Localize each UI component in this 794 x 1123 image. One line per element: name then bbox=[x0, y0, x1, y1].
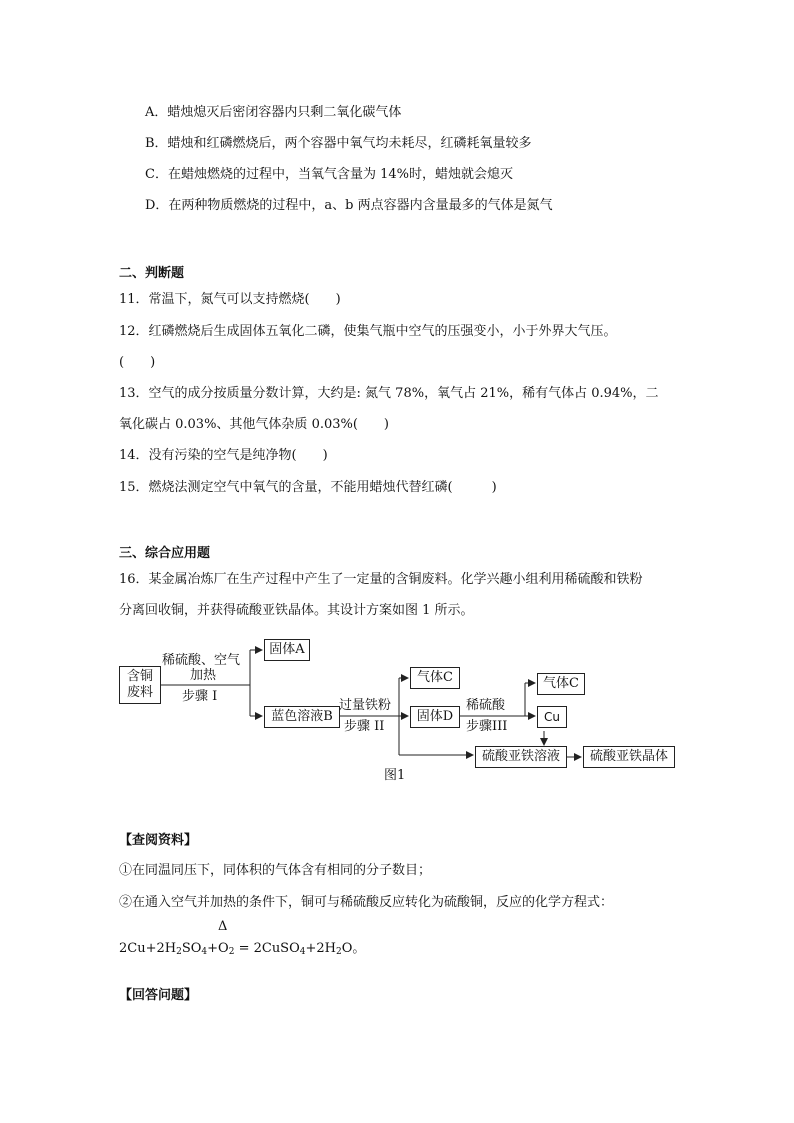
question-15: 15．燃烧法测定空气中氧气的含量，不能用蜡烛代替红磷( ) bbox=[119, 480, 497, 495]
reference-item-1: ①在同温同压下，同体积的气体含有相同的分子数目； bbox=[119, 863, 432, 878]
eq-subscript: 2 bbox=[176, 947, 182, 957]
blue-solution-box: 蓝色溶液B bbox=[264, 706, 340, 728]
eq-subscript: 2 bbox=[228, 947, 235, 957]
chemical-equation bbox=[119, 941, 365, 960]
question-12-bracket: ( ) bbox=[119, 355, 156, 370]
gas-c-box-2: 气体C bbox=[537, 673, 585, 695]
step2-reagent: 过量铁粉 bbox=[339, 698, 392, 713]
waste-label-1: 含铜 bbox=[126, 669, 153, 684]
ferrous-solution-box: 硫酸亚铁溶液 bbox=[475, 746, 567, 768]
section-title-judgement: 二、判断题 bbox=[119, 266, 185, 281]
question-16: 16．某金属冶炼厂在生产过程中产生了一定量的含铜废料。化学兴趣小组利用稀硫酸和铁粉 bbox=[119, 572, 643, 587]
delta-symbol: Δ bbox=[218, 919, 228, 934]
option-a: A．蜡烛熄灭后密闭容器内只剩二氧化碳气体 bbox=[145, 105, 402, 120]
section-title-application: 三、综合应用题 bbox=[119, 546, 211, 561]
ferrous-crystal-box: 硫酸亚铁晶体 bbox=[583, 746, 675, 768]
eq-part: +2H bbox=[305, 941, 336, 956]
solid-a-box: 固体A bbox=[264, 639, 310, 661]
eq-part: SO bbox=[181, 941, 202, 956]
flow-diagram bbox=[118, 633, 678, 783]
eq-part: 2Cu+2H bbox=[119, 941, 177, 956]
reference-item-2: ②在通入空气并加热的条件下，铜可与稀硫酸反应转化为硫酸铜，反应的化学方程式： bbox=[119, 895, 614, 910]
solid-d-box: 固体D bbox=[410, 706, 460, 728]
question-13-continued: 氧化碳占 0.03%、其他气体杂质 0.03%( ) bbox=[119, 417, 390, 432]
question-16-continued: 分离回收铜，并获得硫酸亚铁晶体。其设计方案如图 1 所示。 bbox=[119, 603, 474, 618]
question-12: 12．红磷燃烧后生成固体五氧化二磷，使集气瓶中空气的压强变小，小于外界大气压。 bbox=[119, 324, 617, 339]
waste-box bbox=[119, 666, 161, 704]
option-d: D．在两种物质燃烧的过程中，a、b 两点容器内含量最多的气体是氮气 bbox=[145, 198, 553, 213]
eq-part: = 2CuSO bbox=[234, 941, 300, 956]
eq-subscript: 2 bbox=[336, 947, 342, 957]
waste-label-2: 废料 bbox=[126, 685, 153, 700]
step1-label: 步骤 I bbox=[182, 689, 218, 704]
question-11: 11．常温下，氮气可以支持燃烧( ) bbox=[119, 292, 341, 307]
gas-c-box-1: 气体C bbox=[410, 667, 460, 689]
question-14: 14．没有污染的空气是纯净物( ) bbox=[119, 448, 328, 463]
option-b: B．蜡烛和红磷燃烧后，两个容器中氧气均未耗尽，红磷耗氧量较多 bbox=[145, 136, 532, 151]
figure-caption: 图1 bbox=[384, 768, 406, 783]
step2-label: 步骤 II bbox=[344, 719, 385, 734]
eq-subscript: 4 bbox=[201, 947, 208, 957]
reference-title: 【查阅资料】 bbox=[119, 833, 198, 848]
eq-part: O。 bbox=[341, 941, 366, 956]
eq-part: +O bbox=[207, 941, 229, 956]
cu-box: Cu bbox=[537, 706, 567, 728]
question-13: 13．空气的成分按质量分数计算，大约是: 氮气 78%，氧气占 21%，稀有气体占 0.94%，二 bbox=[119, 386, 659, 401]
step3-label: 步骤III bbox=[466, 719, 508, 734]
option-c: C．在蜡烛燃烧的过程中，当氧气含量为 14%时，蜡烛就会熄灭 bbox=[145, 167, 513, 182]
eq-subscript: 4 bbox=[299, 947, 306, 957]
step3-reagent: 稀硫酸 bbox=[466, 698, 506, 713]
answer-title: 【回答问题】 bbox=[119, 988, 198, 1003]
step1-condition: 加热 bbox=[190, 668, 217, 683]
step1-reagent: 稀硫酸、空气 bbox=[162, 653, 241, 668]
